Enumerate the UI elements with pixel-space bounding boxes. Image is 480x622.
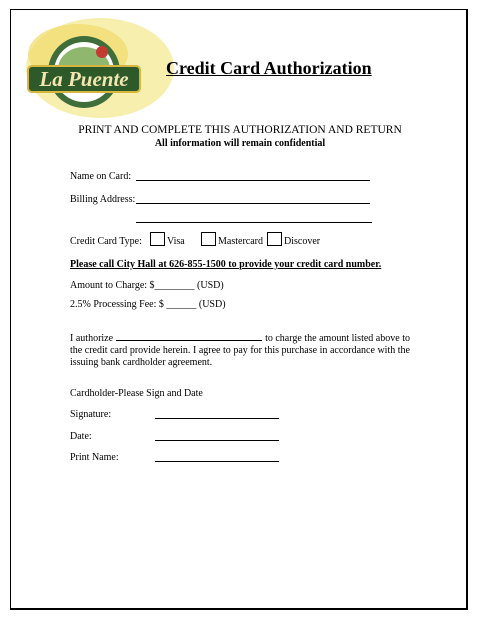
authorize-prefix: I authorize — [70, 333, 114, 344]
la-puente-logo — [14, 14, 174, 124]
processing-fee-line: 2.5% Processing Fee: $ ______ (USD) — [70, 299, 226, 310]
mastercard-checkbox[interactable] — [201, 232, 216, 246]
svg-text:La Puente: La Puente — [39, 67, 129, 91]
instruction-heading: PRINT AND COMPLETE THIS AUTHORIZATION AND RETURN — [78, 124, 402, 136]
discover-label: Discover — [284, 236, 321, 247]
print-name-label: Print Name: — [70, 452, 119, 463]
signature-label: Signature: — [70, 409, 112, 420]
authorizer-name-field[interactable] — [116, 332, 262, 341]
billing-address-field-2[interactable] — [136, 222, 372, 223]
print-name-field[interactable] — [155, 461, 279, 462]
authorization-paragraph — [70, 332, 410, 369]
authorize-suffix: to charge the amount listed above to the credit card provide herein. I agree to pay for this purchase in accordance with the issuing bank cardholder agreement. — [70, 333, 410, 368]
visa-checkbox[interactable] — [150, 232, 165, 246]
name-on-card-label: Name on Card: — [70, 171, 132, 182]
sign-heading: Cardholder-Please Sign and Date — [70, 388, 203, 399]
signature-field[interactable] — [155, 418, 279, 419]
page-title: Credit Card Authorization — [166, 58, 372, 78]
confidential-note: All information will remain confidential — [154, 138, 326, 149]
card-type-label: Credit Card Type: — [70, 236, 142, 247]
billing-address-field-1[interactable] — [136, 203, 370, 204]
mastercard-label: Mastercard — [218, 236, 263, 247]
billing-address-label: Billing Address: — [70, 194, 136, 205]
name-on-card-field[interactable] — [136, 180, 370, 181]
amount-to-charge-line: Amount to Charge: $________ (USD) — [70, 280, 224, 291]
call-city-hall-notice: Please call City Hall at 626-855-1500 to provide your credit card number. — [70, 259, 382, 270]
date-field[interactable] — [155, 440, 279, 441]
date-label: Date: — [70, 431, 92, 442]
discover-checkbox[interactable] — [267, 232, 282, 246]
visa-label: Visa — [167, 236, 185, 247]
